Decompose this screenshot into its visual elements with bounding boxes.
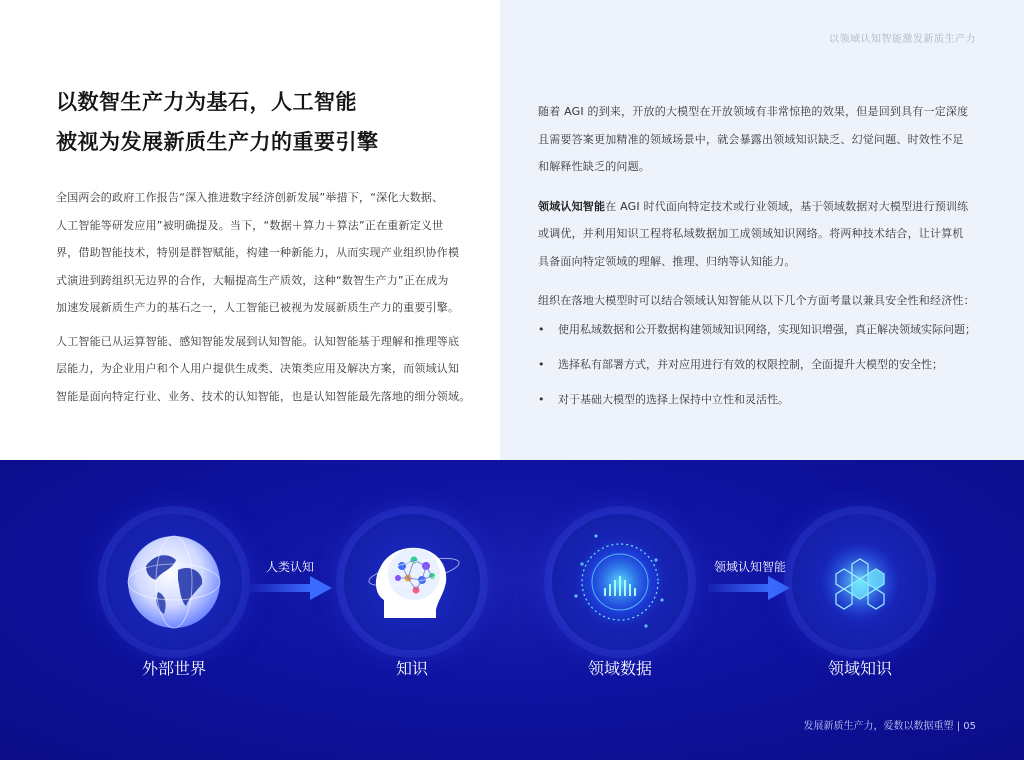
data-sphere-icon: [552, 514, 688, 650]
bullet-list: [538, 321, 978, 408]
text-line: 具备面向特定领域的理解、推理、归纳等认知能力。: [538, 254, 796, 268]
text-line: 层能力，为企业用户和个人用户提供生成类、决策类应用及解决方案，而领域认知: [56, 362, 460, 375]
text-line: 式演进到跨组织无边界的合作，大幅提高生产质效，这种“数智生产力”正在成为: [56, 273, 449, 287]
flow-node-circle-knowledge: [344, 514, 480, 650]
left-paragraph-2: [56, 328, 474, 411]
flow-node-circle-world: [106, 514, 242, 650]
flow-node-label-domain-data: 领域数据: [587, 659, 652, 678]
bullet-item: [538, 391, 978, 408]
flow-node-circle-domain-data: [552, 514, 688, 650]
text-line: 且需要答案更加精准的领域场景中，就会暴露出领域知识缺乏、幻觉问题、时效性不足: [538, 132, 964, 146]
text-line: 加速发展新质生产力的基石之一，人工智能已被视为发展新质生产力的重要引擎。: [56, 301, 460, 314]
flow-arrow-label-human-cognition: 人类认知: [265, 560, 314, 574]
text-line: 人工智能等研发应用”被明确提及。当下，“数据＋算力＋算法”正在重新定义世: [56, 218, 444, 232]
globe-icon: [106, 514, 242, 650]
right-paragraph-3: 组织在落地大模型时可以结合领域认知智能从以下几个方面考量以兼具安全性和经济性：: [538, 294, 975, 307]
right-arrow-icon: [708, 576, 790, 600]
text-line: 在 AGI 时代面向特定技术或行业领域，基于领域数据对大模型进行预训练: [605, 199, 969, 213]
left-paragraph-1: [56, 184, 474, 322]
flow-node-label-knowledge: 知识: [395, 659, 428, 678]
text-line: 全国两会的政府工作报告“深入推进数字经济创新发展”举措下，“深化大数据、: [56, 191, 444, 204]
bullet-text: 对于基础大模型的选择上保持中立性和灵活性。: [558, 392, 789, 406]
bullet-icon: •: [538, 322, 545, 336]
headline: [56, 82, 476, 162]
bullet-icon: •: [538, 357, 545, 371]
bullet-item: [538, 356, 978, 373]
bullet-text: 使用私域数据和公开数据构建领域知识网络，实现知识增强，真正解决领域实际问题；: [558, 322, 976, 336]
right-arrow-icon: [250, 576, 332, 600]
flow-arrow-label-domain-cognition: 领域认知智能: [713, 560, 786, 574]
brain-head-icon: [344, 514, 480, 650]
right-body-text: [538, 98, 978, 426]
left-body-text: [56, 184, 474, 416]
flow-node-label-domain-knowledge: 领域知识: [827, 659, 892, 678]
headline-line-1: 以数智生产力为基石，人工智能: [56, 90, 357, 114]
text-line: 人工智能已从运算智能、感知智能发展到认知智能。认知智能基于理解和推理等底: [56, 334, 460, 348]
page-footer: 发展新质生产力，爱数以数据重塑 | 05: [803, 721, 976, 732]
text-line: 或调优，并利用知识工程将私域数据加工成领域知识网络。将两种技术结合，让计算机: [538, 227, 964, 240]
page-caption: 以领域认知智能激发新质生产力: [829, 34, 976, 45]
right-paragraph-2: [538, 193, 978, 276]
text-line: 界，借助智能技术，特别是群智赋能，构建一种新能力，从而实现产业组织协作模: [56, 246, 460, 259]
text-line: 和解释性缺乏的问题。: [538, 160, 650, 173]
bullet-icon: •: [538, 392, 545, 406]
headline-line-2: 被视为发展新质生产力的重要引擎: [56, 130, 379, 154]
flow-node-circle-domain-knowledge: [792, 514, 928, 650]
right-paragraph-1: [538, 98, 978, 181]
bullet-item: [538, 321, 978, 338]
hexagon-network-icon: [792, 514, 928, 650]
text-line: 智能是面向特定行业、业务、技术的认知智能，也是认知智能最先落地的细分领域。: [56, 389, 471, 403]
flow-node-label-world: 外部世界: [141, 659, 206, 678]
text-line: 随着 AGI 的到来，开放的大模型在开放领域有非常惊艳的效果，但是回到具有一定深度: [538, 105, 969, 118]
flow-band: [0, 460, 1024, 760]
bullet-text: 选择私有部署方式，并对应用进行有效的权限控制，全面提升大模型的安全性；: [558, 357, 943, 371]
bold-term: 领域认知智能: [538, 199, 606, 213]
